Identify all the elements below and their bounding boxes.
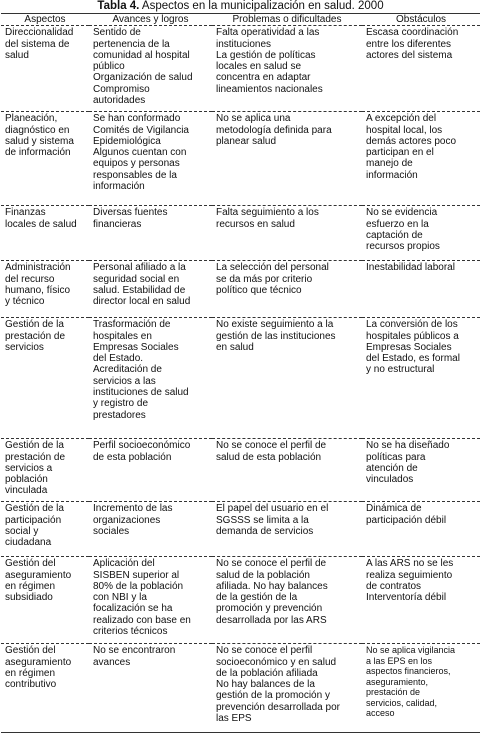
cell-line: Incremento de las (93, 503, 173, 515)
cell-line: de esta población (93, 451, 172, 463)
cell-line: prestadores (93, 409, 146, 421)
table-row (1, 502, 480, 557)
cell-aspecto (1, 261, 89, 318)
cell-line: esfuerzo en la (366, 218, 429, 230)
cell-line: manejo de (366, 158, 413, 170)
cell-line: del Estado, es formal (366, 353, 460, 365)
cell-line: realizado con base en (93, 614, 191, 626)
cell-line: Empresas Sociales (93, 341, 179, 353)
table-row (1, 261, 480, 318)
cell-line: entre los diferentes (366, 38, 452, 50)
cell-line: autoridades (93, 95, 146, 107)
cell-aspecto (1, 206, 89, 261)
cell-line: instituciones (216, 38, 272, 50)
cell-line: servicios, calidad, (366, 697, 438, 708)
cell-line: Compromiso (93, 83, 150, 95)
cell-obstaculos (362, 318, 480, 439)
cell-aspecto (1, 502, 89, 557)
cell-line: Algunos cuentan con (93, 147, 187, 159)
cell-line: No se encontraron (93, 645, 176, 657)
header-obstaculos: Obstáculos (362, 14, 480, 26)
cell-avances (89, 26, 212, 112)
cell-line: contributivo (5, 679, 57, 691)
cell-line: captación de (366, 229, 423, 241)
cell-avances (89, 206, 212, 261)
cell-line: seguridad social en (93, 273, 180, 285)
cell-line: Gestión de la (5, 440, 64, 452)
table-row (1, 26, 480, 112)
cell-line: Acreditación de (93, 364, 162, 376)
cell-line: hospitales públicos a (366, 330, 459, 342)
header-problemas: Problemas o dificultades (212, 14, 362, 26)
table-row (1, 557, 480, 644)
cell-line: prevención desarrollada por (216, 701, 340, 713)
cell-line: Direccionalidad (5, 27, 74, 39)
cell-line: La selección del personal (216, 262, 329, 274)
cell-line: salud y sistema (5, 135, 74, 147)
cell-line: concentra en adaptar (216, 72, 311, 84)
cell-line: demás actores poco (366, 135, 457, 147)
cell-line: social y (5, 525, 39, 537)
cell-line: No existe seguimiento a la (216, 319, 334, 331)
cell-line: Finanzas (5, 207, 46, 219)
cell-line: realiza seguimiento (366, 569, 453, 581)
cell-line: Gestión de la (5, 319, 64, 331)
cell-line: Epidemiológica (93, 135, 161, 147)
table-row (1, 206, 480, 261)
cell-avances (89, 557, 212, 644)
cell-line: director local en salud (93, 296, 191, 308)
cell-line: participación débil (366, 514, 447, 526)
cell-aspecto (1, 557, 89, 644)
cell-line: Dinámica de (366, 503, 422, 515)
cell-line: focalización se ha (93, 603, 173, 615)
cell-line: Gestión del (5, 645, 56, 657)
cell-line: Trasformación de (93, 319, 171, 331)
cell-line: No se evidencia (366, 207, 438, 219)
cell-line: No se conoce el perfil de (216, 440, 327, 452)
cell-obstaculos (362, 206, 480, 261)
cell-line: prestación de (5, 330, 66, 342)
cell-line: público (93, 61, 125, 73)
cell-line: Escasa coordinación (366, 27, 459, 39)
cell-line: actores del sistema (366, 49, 453, 61)
cell-line: locales en salud se (216, 61, 302, 73)
cell-line: Comités de Vigilancia (93, 124, 189, 136)
cell-line: servicios a las (93, 375, 156, 387)
table-caption (0, 0, 481, 13)
cell-line: Inestabilidad laboral (366, 262, 455, 274)
cell-problemas (212, 439, 362, 502)
cell-obstaculos (362, 261, 480, 318)
cell-line: lineamientos nacionales (216, 83, 323, 95)
cell-line: criterios técnicos (93, 626, 168, 638)
cell-line: salud de esta población (216, 451, 322, 463)
cell-line: El papel del usuario en el (216, 503, 329, 515)
cell-line: políticas para (366, 451, 426, 463)
table-row (1, 318, 480, 439)
cell-line: aseguramiento, (366, 676, 429, 687)
cell-problemas (212, 318, 362, 439)
cell-line: hospitales en (93, 330, 152, 342)
cell-line: en régimen (5, 580, 56, 592)
cell-line: SISBEN superior al (93, 569, 180, 581)
cell-line: del Estado. (93, 353, 144, 365)
cell-obstaculos (362, 644, 480, 733)
cell-avances (89, 502, 212, 557)
cell-line: promoción y prevención (216, 603, 323, 615)
cell-line: del recurso (5, 273, 55, 285)
cell-line: servicios (5, 341, 44, 353)
cell-line: vinculados (366, 474, 414, 486)
cell-line: Planeación, (5, 113, 58, 125)
cell-line: aseguramiento (5, 656, 72, 668)
cell-line: con NBI y la (93, 592, 147, 604)
cell-line: avances (93, 656, 131, 668)
table-row (1, 439, 480, 502)
cell-line: aseguramiento (5, 569, 72, 581)
cell-line: socioeconómico y en salud (216, 656, 337, 668)
cell-line: sociales (93, 525, 130, 537)
cell-line: Administración (5, 262, 71, 274)
cell-line: 80% de la población (93, 580, 184, 592)
cell-line: Personal afiliado a la (93, 262, 186, 274)
cell-line: político que técnico (216, 284, 302, 296)
cell-line: pertenencia de la (93, 38, 170, 50)
cell-problemas (212, 26, 362, 112)
cell-line: Empresas Sociales (366, 341, 452, 353)
cell-obstaculos (362, 557, 480, 644)
cell-line: locales de salud (5, 218, 77, 230)
cell-line: comunidad al hospital (93, 49, 190, 61)
cell-line: información (366, 169, 418, 181)
cell-line: recursos propios (366, 241, 440, 253)
cell-line: humano, físico (5, 284, 71, 296)
cell-obstaculos (362, 112, 480, 206)
cell-line: A excepción del (366, 113, 437, 125)
cell-line: Diversas fuentes (93, 207, 168, 219)
cell-line: desarrollada por las ARS (216, 614, 327, 626)
cell-avances (89, 112, 212, 206)
cell-line: población (5, 474, 48, 486)
cell-line: prestación de (5, 451, 66, 463)
cell-line: metodología definida para (216, 124, 332, 136)
cell-line: Sentido de (93, 27, 141, 39)
cell-line: Organización de salud (93, 72, 193, 84)
cell-line: prestación de (366, 687, 421, 698)
cell-avances (89, 644, 212, 733)
cell-line: información (93, 181, 145, 193)
cell-line: Perfil socioeconómico (93, 440, 191, 452)
cell-line: ciudadana (5, 537, 52, 549)
cell-line: No se aplica una (216, 113, 291, 125)
cell-line: en salud (216, 341, 254, 353)
cell-aspecto (1, 439, 89, 502)
cell-problemas (212, 502, 362, 557)
cell-line: diagnóstico en (5, 124, 70, 136)
cell-line: salud de la población (216, 569, 310, 581)
cell-line: gestión de la promoción y (216, 690, 330, 702)
cell-line: SGSSS se limita a la (216, 514, 309, 526)
header-row (1, 14, 480, 26)
cell-obstaculos (362, 502, 480, 557)
cell-line: de contratos (366, 580, 422, 592)
table-row (1, 112, 480, 206)
cell-line: y técnico (5, 296, 45, 308)
cell-aspecto (1, 26, 89, 112)
cell-line: organizaciones (93, 514, 161, 526)
cell-aspecto (1, 318, 89, 439)
cell-line: No se aplica vigilancia (366, 645, 456, 656)
cell-line: equipos y personas (93, 158, 180, 170)
cell-line: A las ARS no se les (366, 558, 454, 570)
cell-line: No se conoce el perfil de (216, 558, 327, 570)
cell-line: Falta operatividad a las (216, 27, 320, 39)
cell-line: planear salud (216, 135, 277, 147)
cell-line: hospital local, los (366, 124, 443, 136)
cell-line: participación (5, 514, 62, 526)
cell-line: instituciones de salud (93, 387, 189, 399)
cell-line: responsables de la (93, 169, 177, 181)
cell-obstaculos (362, 26, 480, 112)
cell-line: en régimen (5, 667, 56, 679)
cell-line: recursos en salud (216, 218, 295, 230)
cell-line: Se han conformado (93, 113, 181, 125)
cell-line: subsidiado (5, 592, 53, 604)
aspects-table (1, 13, 480, 733)
cell-line: salud. Estabilidad de (93, 284, 186, 296)
cell-line: a las EPS en los (366, 655, 433, 666)
cell-line: demanda de servicios (216, 525, 314, 537)
cell-line: La gestión de políticas (216, 49, 316, 61)
cell-line: No se conoce el perfil (216, 645, 313, 657)
caption-label: Tabla 4. (97, 0, 140, 12)
cell-line: salud (5, 49, 29, 61)
cell-line: afiliada. No hay balances (216, 580, 328, 592)
cell-line: se da más por criterio (216, 273, 313, 285)
cell-line: financieras (93, 218, 142, 230)
cell-line: Falta seguimiento a los (216, 207, 319, 219)
cell-line: La conversión de los (366, 319, 458, 331)
cell-line: No hay balances de la (216, 679, 315, 691)
cell-line: Gestión del (5, 558, 56, 570)
cell-obstaculos (362, 439, 480, 502)
cell-aspecto (1, 644, 89, 733)
cell-line: Gestión de la (5, 503, 64, 515)
cell-line: gestión de las instituciones (216, 330, 336, 342)
cell-line: y registro de (93, 398, 149, 410)
cell-problemas (212, 644, 362, 733)
cell-avances (89, 318, 212, 439)
cell-aspecto (1, 112, 89, 206)
cell-line: participan en el (366, 147, 434, 159)
cell-problemas (212, 261, 362, 318)
cell-line: y no estructural (366, 364, 435, 376)
cell-line: vinculada (5, 485, 48, 497)
header-avances: Avances y logros (89, 14, 212, 26)
cell-line: de información (5, 147, 71, 159)
cell-line: No se ha diseñado (366, 440, 450, 452)
cell-problemas (212, 557, 362, 644)
cell-line: Aplicación del (93, 558, 155, 570)
cell-line: servicios a (5, 462, 53, 474)
cell-problemas (212, 112, 362, 206)
cell-line: las EPS (216, 713, 252, 725)
caption-text: Aspectos en la municipalización en salud. 2000 (139, 0, 384, 12)
cell-line: del sistema de (5, 38, 70, 50)
cell-line: Interventoría débil (366, 592, 447, 604)
cell-line: acceso (366, 708, 395, 719)
header-aspectos: Aspectos (1, 14, 89, 26)
cell-problemas (212, 206, 362, 261)
cell-line: de la gestión de la (216, 592, 298, 604)
cell-line: de la población afiliada (216, 667, 318, 679)
table-row (1, 644, 480, 733)
cell-line: aspectos financieros, (366, 666, 451, 677)
cell-avances (89, 261, 212, 318)
cell-line: atención de (366, 462, 418, 474)
cell-avances (89, 439, 212, 502)
